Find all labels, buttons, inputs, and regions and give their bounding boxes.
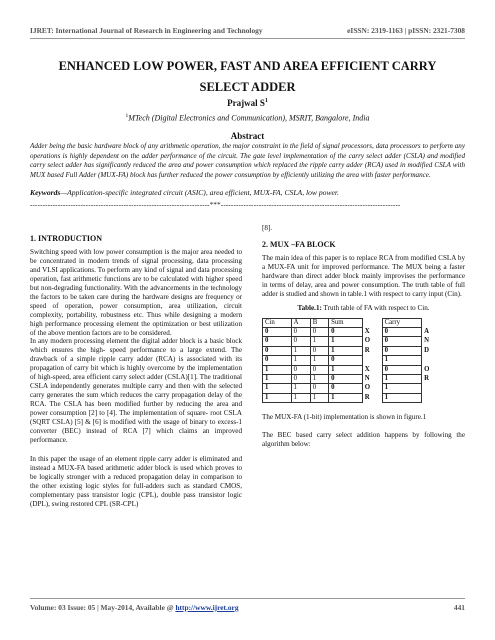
- cell: 0: [329, 356, 363, 365]
- cell: 1: [329, 337, 363, 346]
- mux-fa-paragraph-1: The main idea of this paper is to replace RCA from modified CSLA by a MUX-FA unit for improved performance. The MUX being a faster hardware than direct adder block mainly improvises the performance in terms of delay, area and power consumption. The truth table of full adder is studied and shown in table.1 with respect to carry input (Cin).: [262, 253, 465, 298]
- th-b: B: [310, 318, 328, 327]
- gate-letter: [362, 356, 382, 365]
- table-row: [263, 384, 442, 393]
- table-row: [263, 393, 442, 402]
- mux-fa-paragraph-2: The MUX-FA (1-bit) implementation is shown in figure.1: [262, 413, 427, 422]
- gate-letter: N: [424, 337, 430, 345]
- cell: 1: [382, 375, 421, 384]
- gate-letter: [422, 384, 442, 393]
- cell: 1: [263, 384, 292, 393]
- cell: 1: [329, 346, 363, 355]
- mux-fa-paragraph-3: The BEC based carry select addition happens by following the algorithm below:: [262, 431, 465, 449]
- table-caption-text: Truth table of FA with respect to Cin.: [321, 303, 430, 312]
- keywords: [30, 188, 465, 197]
- cell: 0: [291, 337, 310, 346]
- cell: 0: [310, 384, 328, 393]
- keywords-label: Keywords: [30, 188, 61, 197]
- table-row: [263, 328, 442, 337]
- cell: 1: [310, 337, 328, 346]
- cell: 1: [291, 356, 310, 365]
- cell: 0: [382, 365, 421, 374]
- cell: 1: [310, 393, 328, 402]
- author: [0, 98, 495, 108]
- cell: 1: [382, 384, 421, 393]
- intro-paragraph-3: In this paper the usage of an element ripple carry adder is eliminated and instead a MUX-FA based arithmetic adder block is used which proves to be logically stronger with a reduced propagation delay in comparison to the other existing logic styles for full-adders such as standard CMOS, complementary pass transistor logic (CPL), double pass transistor logic (DPL), swing restored CPL (SR-CPL): [30, 454, 242, 508]
- journal-url-link[interactable]: http://www.ijret.org: [175, 603, 239, 612]
- gate-letter: O: [364, 337, 371, 345]
- th-gap-1: [362, 318, 382, 327]
- cell: 1: [263, 375, 292, 384]
- th-gap-2: [422, 318, 442, 327]
- right-column: [262, 224, 465, 449]
- truth-table: [262, 318, 442, 404]
- th-a: A: [291, 318, 310, 327]
- cell: 0: [310, 365, 328, 374]
- gate-letter: X: [364, 328, 370, 336]
- cell: 0: [382, 328, 421, 337]
- table-caption-label: Table.1:: [297, 303, 322, 312]
- cell: 0: [310, 328, 328, 337]
- cell: 0: [329, 375, 363, 384]
- cell: 1: [263, 393, 292, 402]
- intro-heading: 1. INTRODUCTION: [30, 234, 103, 243]
- table-row: [263, 356, 442, 365]
- table-row: [263, 375, 442, 384]
- title-line-2: SELECT ADDER: [199, 80, 296, 94]
- cell: 1: [329, 393, 363, 402]
- affiliation: [0, 113, 495, 123]
- gate-letter: A: [424, 328, 430, 336]
- journal-name: IJRET: International Journal of Research in Engineering and Technology: [30, 26, 263, 35]
- table-caption: [262, 304, 465, 313]
- th-carry: Carry: [382, 318, 421, 327]
- gate-letter: N: [364, 375, 370, 383]
- cell: 1: [382, 393, 421, 402]
- footer-volume: [30, 603, 239, 612]
- table-row: [263, 346, 442, 355]
- header-rule: [30, 38, 465, 39]
- cell: 0: [263, 356, 292, 365]
- gate-letter: X: [364, 365, 370, 373]
- title-line-1: ENHANCED LOW POWER, FAST AND AREA EFFICIENT CARRY: [58, 59, 437, 73]
- cell: 1: [310, 356, 328, 365]
- th-sum: Sum: [329, 318, 363, 327]
- cell: 0: [382, 346, 421, 355]
- footer-volume-text: Volume: 03 Issue: 05 | May-2014, Available @: [30, 603, 176, 612]
- affiliation-text: MTech (Digital Electronics and Communication), MSRIT, Bangalore, India: [128, 113, 370, 123]
- issn: eISSN: 2319-1163 | pISSN: 2321-7308: [347, 26, 465, 35]
- running-footer: [30, 603, 465, 612]
- page-number: 441: [453, 603, 465, 612]
- cell: 0: [329, 384, 363, 393]
- keywords-text: —Application-specific integrated circuit (ASIC), area efficient, MUX-FA, CSLA, low power.: [60, 188, 339, 197]
- gate-letter: R: [424, 375, 430, 383]
- cell: 1: [291, 346, 310, 355]
- gate-letter: D: [424, 346, 430, 354]
- cell: 0: [263, 337, 292, 346]
- cell: 1: [310, 375, 328, 384]
- table-row: [263, 365, 442, 374]
- cell: 1: [263, 365, 292, 374]
- affiliation-sup: 1: [125, 113, 129, 119]
- cell: 1: [291, 384, 310, 393]
- footer-rule: [30, 598, 465, 599]
- gate-letter: [422, 356, 442, 365]
- gate-letter: O: [424, 365, 430, 373]
- cell: 0: [291, 365, 310, 374]
- running-header: [30, 26, 465, 35]
- intro-paragraph-1: Switching speed with low power consumption is the major area needed to be concentrated in modern trends of signal processing, data processing and VLSI applications. To perform any kind of signal and data processing operation, fast arithmetic functions are to be calculated with higher speed but non-degrading functionality. With the advancements in the technology the factors to be taken care during the hardware designs are frequency or speed of operation, power consumption, area utilization, circuit complexity, portability, robustness etc. Thus while designing a modern high performance processing element the optimization or best utilization of the above mention factors are to be considered.: [30, 247, 242, 337]
- truth-table-header: [263, 318, 442, 327]
- intro-paragraph-2: In any modern processing element the digital adder block is a basic block which ensures the high- speed performance to a large extend. The drawback of a simple ripple carry adder (RCA) is associated with its propagation of carry bit which is highly overcome by the implementation of high-speed, area efficient carry select adder (CSLA)[1]. The traditional CSLA independently generates multiple carry and then with the selected carry generates the sum which reduces the carry propagation delay of the RCA. The CSLA has been modified further by reducing the area and power consumption [2] to [4]. The implementation of square- root CSLA (SQRT CSLA) [5] & [6] is modified with the usage of binary to excess-1 converter (BEC) instead of RCA [7] which claims an improved performance.: [30, 337, 242, 444]
- left-column: [30, 235, 242, 509]
- gate-letter: O: [364, 384, 371, 392]
- cell: 1: [329, 365, 363, 374]
- cell: 0: [263, 328, 292, 337]
- paper-title: [20, 56, 475, 98]
- th-cin: Cin: [263, 318, 292, 327]
- author-sup: 1: [264, 98, 268, 104]
- abstract-text: Adder being the basic hardware block of any arithmetic operation, the major constraint in the field of signal processors, data processors to perform any operations is highly dependent on the adder performance of the circuit. The gate level implementation of the carry select adder (CSLA) and modified carry select adder has significantly reduced the area and power consumption which replaced the ripple carry adder (RCA) used in modified CSLA with MUX based Full Adder (MUX-FA) block has further reduced the power consumption by efficiently utilizing the area with faster performance.: [30, 142, 465, 179]
- cell: 0: [291, 328, 310, 337]
- cell: 0: [291, 375, 310, 384]
- cell: 1: [382, 356, 421, 365]
- cell: 0: [382, 337, 421, 346]
- gate-letter: [422, 393, 442, 402]
- cell: 0: [329, 328, 363, 337]
- author-name: Prajwal S: [227, 98, 265, 108]
- cell: 0: [263, 346, 292, 355]
- mux-fa-heading: 2. MUX –FA BLOCK: [262, 239, 336, 249]
- abstract-heading: Abstract: [230, 131, 265, 141]
- reference-continuation: [8].: [262, 224, 273, 232]
- gate-letter: R: [364, 346, 370, 354]
- table-row: [263, 337, 442, 346]
- section-separator: -----------------------------------------------------------------------***-----------------------------------------------------------------------: [30, 201, 401, 209]
- gate-letter: R: [364, 393, 370, 401]
- cell: 1: [291, 393, 310, 402]
- cell: 0: [310, 346, 328, 355]
